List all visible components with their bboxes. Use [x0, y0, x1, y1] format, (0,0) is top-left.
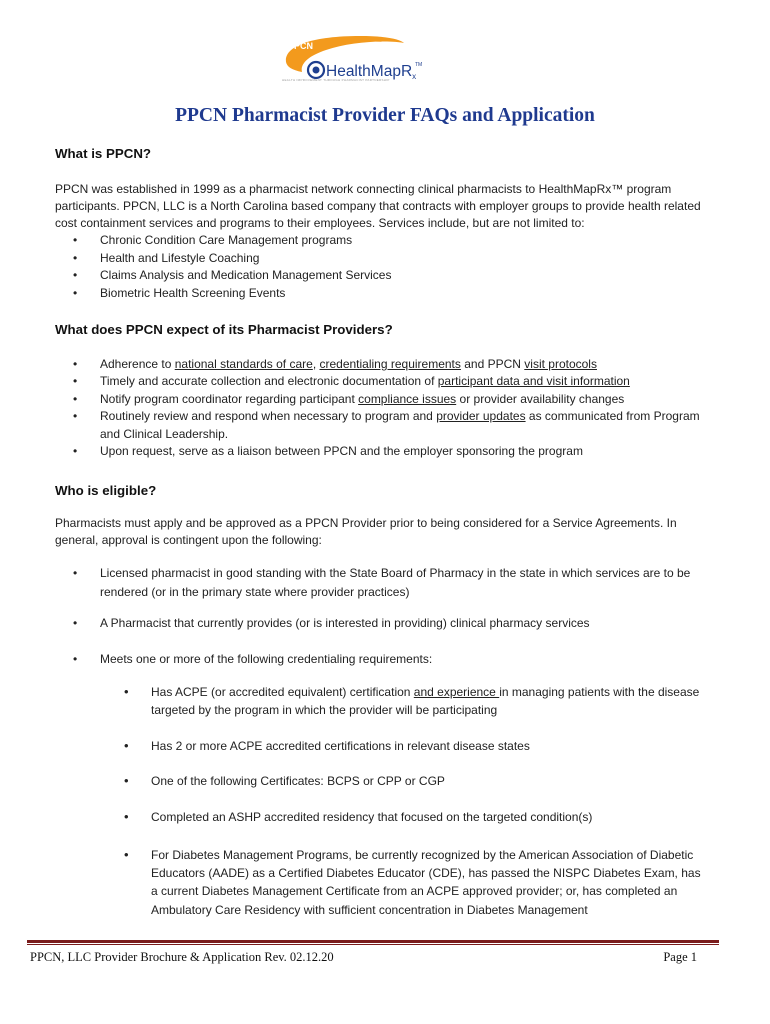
provider-updates-link[interactable]: provider updates [436, 409, 526, 424]
eligibility-item: • Licensed pharmacist in good standing with the State Board of Pharmacy in the state in which services are to be rendered (or in the primary state where provider practices) [73, 566, 691, 599]
list-item: • Routinely review and respond when necessary to program and provider updates as communicated from Program and Clinical Leadership. [55, 408, 720, 443]
logo-tagline: HEALTH IMPROVEMENT THROUGH PHARMACIST PARTNERSHIP [282, 78, 390, 82]
bullet-icon: • [124, 847, 129, 862]
eligibility-item: • A Pharmacist that currently provides (or is interested in providing) clinical pharmacy services [55, 614, 720, 633]
logo-swoosh-graphic [282, 32, 452, 80]
bullet-icon: • [124, 773, 129, 788]
participant-data-link[interactable]: participant data and visit information [437, 374, 630, 389]
what-is-ppcn-paragraph: PPCN was established in 1999 as a pharmacist network connecting clinical pharmacists to HealthMapRx™ program participants. PPCN, LLC is a North Carolina based company that contracts with employer groups to provide health related cost containment services and programs to their employees. Services include, but are not limited to: [55, 182, 701, 231]
expectations-list [55, 356, 720, 460]
list-item: • Adherence to national standards of care, credentialing requirements and PPCN visit protocols [55, 356, 720, 373]
eligibility-paragraph: Pharmacists must apply and be approved as a PPCN Provider prior to being considered for a Service Agreements. In general, approval is contingent upon the following: [55, 516, 677, 548]
heading-expectations: What does PPCN expect of its Pharmacist Providers? [55, 322, 393, 337]
logo-ppcn-text: PPCN [288, 41, 314, 51]
page-number: Page 1 [663, 950, 697, 964]
services-list [55, 232, 720, 302]
credentialing-requirements-link[interactable]: credentialing requirements [319, 357, 461, 371]
credential-item: • For Diabetes Management Programs, be currently recognized by the American Association of Diabetic Educators (AADE) as a Certified Diabetes Educator (CDE), has passed the NISPC Diabetes Exam, has a current Diabetes Management Certificate from an ACPE approved provider; or, has completed an Ambulatory Care Residency with sufficient concentration in Diabetes Management [124, 847, 701, 917]
logo-brand-text: HealthMapRx [326, 63, 417, 80]
bullet-icon: • [124, 809, 129, 824]
list-item: • Chronic Condition Care Management programs [55, 232, 720, 250]
heading-what-is-ppcn: What is PPCN? [55, 146, 152, 161]
logo-tm: TM [415, 62, 423, 68]
list-item: • Biometric Health Screening Events [55, 285, 720, 303]
footer-divider-thin [27, 944, 719, 945]
footer-document-info: PPCN, LLC Provider Brochure & Application Rev. 02.12.20 [30, 950, 334, 964]
visit-protocols-link[interactable]: visit protocols [524, 357, 597, 371]
and-experience-link[interactable]: and experience [413, 685, 500, 699]
credential-item: • Has 2 or more ACPE accredited certifications in relevant disease states [106, 737, 706, 755]
list-item: • Claims Analysis and Medication Management Services [55, 267, 720, 285]
heading-who-is-eligible: Who is eligible? [55, 483, 157, 498]
bullet-icon: • [73, 616, 78, 630]
page-title: PPCN Pharmacist Provider FAQs and Application [175, 105, 595, 126]
list-item: • Health and Lifestyle Coaching [55, 250, 720, 268]
ppcn-healthmaprx-logo [282, 32, 452, 94]
credential-item: • Has ACPE (or accredited equivalent) certification and experience in managing patients with the disease targeted by the program in which the provider will be participating [124, 684, 700, 718]
bullet-icon: • [124, 738, 129, 753]
compliance-issues-link[interactable]: compliance issues [358, 391, 457, 406]
bullet-icon: • [73, 566, 78, 580]
national-standards-link[interactable]: national standards of care [174, 357, 313, 371]
credential-item: • Completed an ASHP accredited residency that focused on the targeted condition(s) [106, 808, 706, 826]
bullet-icon: • [73, 652, 78, 666]
eligibility-item: • Meets one or more of the following credentialing requirements: [55, 650, 720, 669]
list-item: • Timely and accurate collection and electronic documentation of participant data and visit information [55, 373, 720, 390]
bullet-icon: • [124, 684, 129, 699]
list-item: • Upon request, serve as a liaison between PPCN and the employer sponsoring the program [55, 443, 720, 460]
list-item: • Notify program coordinator regarding participant compliance issues or provider availability changes [55, 391, 720, 408]
credential-item: • One of the following Certificates: BCPS or CPP or CGP [106, 772, 706, 790]
footer-divider [27, 940, 719, 943]
